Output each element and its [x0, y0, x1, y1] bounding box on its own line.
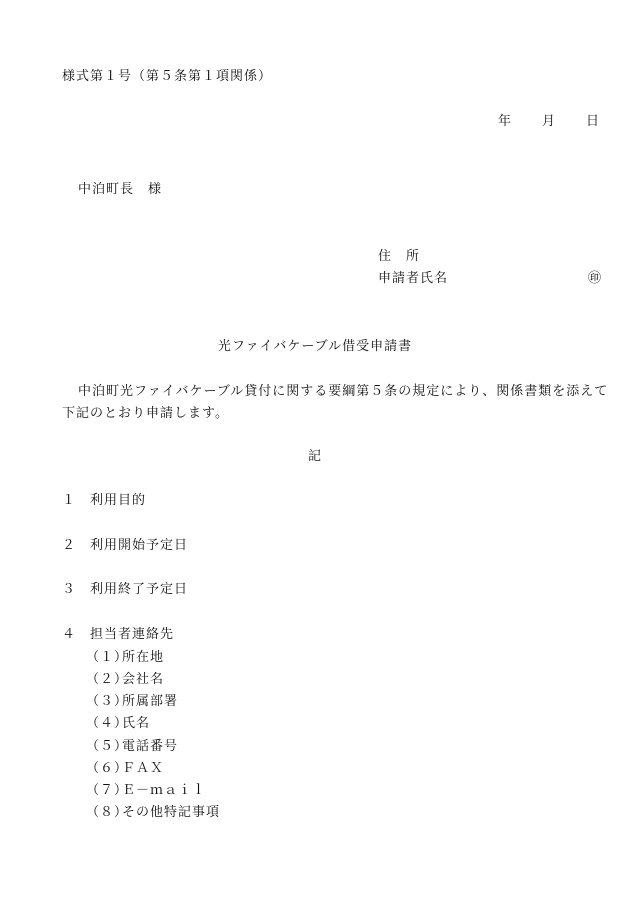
- item-number: １: [62, 493, 77, 508]
- applicant-address-label: 住 所: [378, 249, 421, 264]
- addressee: 中泊町長 様: [78, 182, 163, 197]
- date-line: [498, 113, 600, 131]
- item-label: 利用開始予定日: [90, 538, 189, 553]
- item-label: 利用終了予定日: [90, 582, 189, 597]
- applicant-name-label: 申請者氏名: [378, 271, 449, 286]
- item-label: 利用目的: [90, 493, 147, 508]
- contact-item-name: （４）氏名: [86, 716, 151, 731]
- body-paragraph: [62, 381, 610, 425]
- date-month-label: 月: [541, 114, 556, 129]
- date-year-label: 年: [497, 114, 512, 129]
- contact-item-email: （７）Ｅ－ｍａｉｌ: [86, 783, 207, 798]
- list-item-contact: [62, 626, 174, 644]
- list-item-purpose: [62, 492, 146, 510]
- contact-item-fax: （６）ＦＡＸ: [86, 761, 165, 776]
- contact-item-company: （２）会社名: [86, 672, 165, 687]
- item-number: ３: [62, 582, 77, 597]
- document-title: 光ファイバケーブル借受申請書: [217, 339, 413, 354]
- body-text: 中泊町光ファイバケーブル貸付に関する要綱第５条の規定により、関係書類を添えて下記のとおり申請します。: [62, 384, 609, 421]
- contact-item-phone: （５）電話番号: [86, 739, 179, 754]
- item-number: ２: [62, 538, 77, 553]
- contact-item-address: （１）所在地: [86, 650, 165, 665]
- form-number: 様式第１号（第５条第１項関係）: [62, 69, 273, 84]
- seal-icon: ㊞: [588, 271, 603, 286]
- item-number: ４: [62, 627, 77, 642]
- contact-item-other: （８）その他特記事項: [86, 805, 221, 820]
- contact-item-department: （３）所属部署: [86, 694, 179, 709]
- list-item-start-date: [62, 537, 188, 555]
- ki-heading: 記: [307, 449, 322, 464]
- list-item-end-date: [62, 581, 188, 599]
- item-label: 担当者連絡先: [90, 627, 175, 642]
- date-day-label: 日: [585, 114, 600, 129]
